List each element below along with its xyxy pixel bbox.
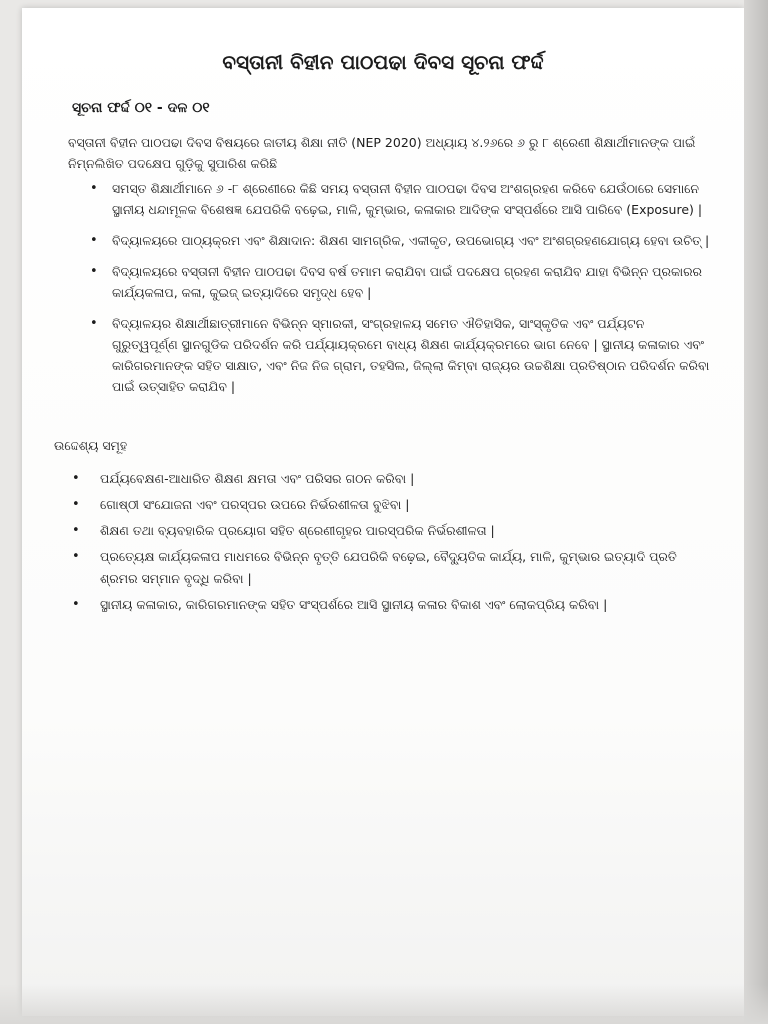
list-item-text: ଶିକ୍ଷଣ ତଥା ବ୍ୟବହାରିକ ପ୍ରୟୋଗ ସହିତ ଶ୍ରେଣୀଗୃହର ପାରସ୍ପରିକ ନିର୍ଭରଶୀଳତା | (100, 523, 495, 538)
document-title: ବସ୍ତାନୀ ବିହୀନ ପାଠପଢା ଦିବସ ସୂଚନା ଫର୍ଦ୍ଦ (222, 50, 544, 74)
list-item-text: ବିଦ୍ୟାଳୟର ଶିକ୍ଷାର୍ଥୀଛାତ୍ରୀମାନେ ବିଭିନ୍ନ ସ୍ମାରକୀ, ସଂଗ୍ରହାଳୟ ସମେତ ଐତିହାସିକ, ସାଂସ୍କୃତିକ ଏବଂ ପର୍ଯ୍ୟଟନ ଗୁରୁତ୍ୱପୂର୍ଣ୍ଣ ସ୍ଥାନଗୁଡିକ ପରିଦର୍ଶନ କରି ପର୍ଯ୍ୟାୟକ୍ରମେ ବାଧ୍ୟ ଶିକ୍ଷଣ କାର୍ଯ୍ୟକ୍ରମରେ ଭାଗ ନେବେ | ସ୍ଥାନୀୟ କଳାକାର ଏବଂ କାରିଗରମାନଙ୍କ ସହିତ ସାକ୍ଷାତ, ଏବଂ ନିଜ ନିଜ ଗ୍ରାମ, ତହସିଲ, ଜିଲ୍ଲା କିମ୍ବା ରାଜ୍ୟର ଉଚ୍ଚଶିକ୍ଷା ପ୍ରତିଷ୍ଠାନ ପରିଦର୍ଶନ କରିବା ପାଇଁ ଉତ୍ସାହିତ କରାଯିବ | (112, 316, 710, 394)
bullet-icon: • (90, 316, 98, 331)
bullet-icon: • (72, 497, 80, 512)
list-item (72, 546, 712, 590)
list-item (72, 494, 712, 516)
list-item (72, 468, 712, 490)
list-item-text: ପ୍ରତ୍ୟେକ୍ଷ କାର୍ଯ୍ୟକଳାପ ମାଧମରେ ବିଭିନ୍ନ ବୃତ୍ତି ଯେପରିକି ବଢ଼େଇ, ବୈଦ୍ୟୁତିକ କାର୍ଯ୍ୟ, ମାଳି, କୁମ୍ଭାର ଇତ୍ୟାଦି ପ୍ରତି ଶ୍ରମର ସମ୍ମାନ ବୃଦ୍ଧି କରିବା | (100, 549, 677, 586)
list-item-text: ବିଦ୍ୟାଳୟରେ ବସ୍ତାନୀ ବିହୀନ ପାଠପଢା ଦିବସ ବର୍ଷ ତମାମ କରାଯିବା ପାଇଁ ପଦକ୍ଷେପ ଗ୍ରହଣ କରାଯିବ ଯାହା ବିଭିନ୍ନ ପ୍ରକାରର କାର୍ଯ୍ୟକଳାପ, କଳା, କୁଇଜ୍ ଇତ୍ୟାଦିରେ ସମୃଦ୍ଧ ହେବ | (112, 264, 703, 300)
objectives-list (72, 468, 712, 620)
bullet-icon: • (72, 597, 80, 612)
document-subtitle: ସୂଚନା ଫର୍ଦ୍ଦ ୦୧ - ଦଳ ୦୧ (72, 100, 210, 116)
list-item (90, 230, 710, 251)
page-bottom-shade (0, 984, 768, 1024)
list-item (90, 261, 710, 303)
page-edge-shadow (744, 0, 768, 1024)
bullet-icon: • (72, 523, 80, 538)
list-item (90, 178, 710, 220)
list-item (72, 594, 712, 616)
objectives-heading: ଉଦ୍ଦେଶ୍ୟ ସମୂହ (54, 438, 128, 453)
bullet-icon: • (72, 471, 80, 486)
list-item-text: ସମସ୍ତ ଶିକ୍ଷାର୍ଥୀମାନେ ୬ -୮ ଶ୍ରେଣୀରେ କିଛି ସମୟ ବସ୍ତାନୀ ବିହୀନ ପାଠପଢା ଦିବସ ଅଂଶଗ୍ରହଣ କରିବେ ଯେଉଁଠାରେ ସେମାନେ ସ୍ଥାନୀୟ ଧନ୍ଦାମୂଳକ ବିଶେଷଜ୍ଞ ଯେପରିକି ବଢ଼େଇ, ମାଳି, କୁମ୍ଭାର, କଳାକାର ଆଦିଙ୍କ ସଂସ୍ପର୍ଶରେ ଆସି ପାରିବେ (Exposure) | (112, 181, 703, 217)
bullet-icon: • (90, 181, 98, 196)
list-item-text: ପର୍ଯ୍ୟବେକ୍ଷଣ-ଆଧାରିତ ଶିକ୍ଷଣ କ୍ଷମତା ଏବଂ ପରିସର ଗଠନ କରିବା | (100, 471, 415, 486)
bullet-icon: • (90, 264, 98, 279)
document-page (22, 8, 744, 1016)
list-item-text: ଗୋଷ୍ଠୀ ସଂଯୋଜନା ଏବଂ ପରସ୍ପର ଉପରେ ନିର୍ଭରଶୀଳତା ବୁଝିବା | (100, 497, 410, 512)
bullet-icon: • (72, 549, 80, 564)
list-item-text: ବିଦ୍ୟାଳୟରେ ପାଠ୍ୟକ୍ରମ ଏବଂ ଶିକ୍ଷାଦାନ: ଶିକ୍ଷଣ ସାମଗ୍ରିକ, ଏକୀକୃତ, ଉପଭୋଗ୍ୟ ଏବଂ ଅଂଶଗ୍ରହଣଯୋଗ୍ୟ ହେବା ଉଚିତ୍ | (112, 233, 710, 248)
list-item (90, 313, 710, 397)
list-item (72, 520, 712, 542)
intro-paragraph: ବସ୍ତାନୀ ବିହୀନ ପାଠପଢା ଦିବସ ବିଷୟରେ ଜାତୀୟ ଶିକ୍ଷା ନୀତି (NEP 2020) ଅଧ୍ୟାୟ ୪.୨୬ରେ ୬ ରୁ ୮ ଶ୍ରେଣୀ ଶିକ୍ଷାର୍ଥୀମାନଙ୍କ ପାଇଁ ନିମ୍ନଲିଖିତ ପଦକ୍ଷେପ ଗୁଡ଼ିକୁ ସୁପାରିଶ କରିଛି (68, 135, 696, 171)
bullet-icon: • (90, 233, 98, 248)
list-item-text: ସ୍ଥାନୀୟ କଳାକାର, କାରିଗରମାନଙ୍କ ସହିତ ସଂସ୍ପର୍ଶରେ ଆସି ସ୍ଥାନୀୟ କଳାର ବିକାଶ ଏବଂ ଲୋକପ୍ରିୟ କରିବା | (100, 597, 608, 612)
recommendations-list (90, 178, 710, 407)
